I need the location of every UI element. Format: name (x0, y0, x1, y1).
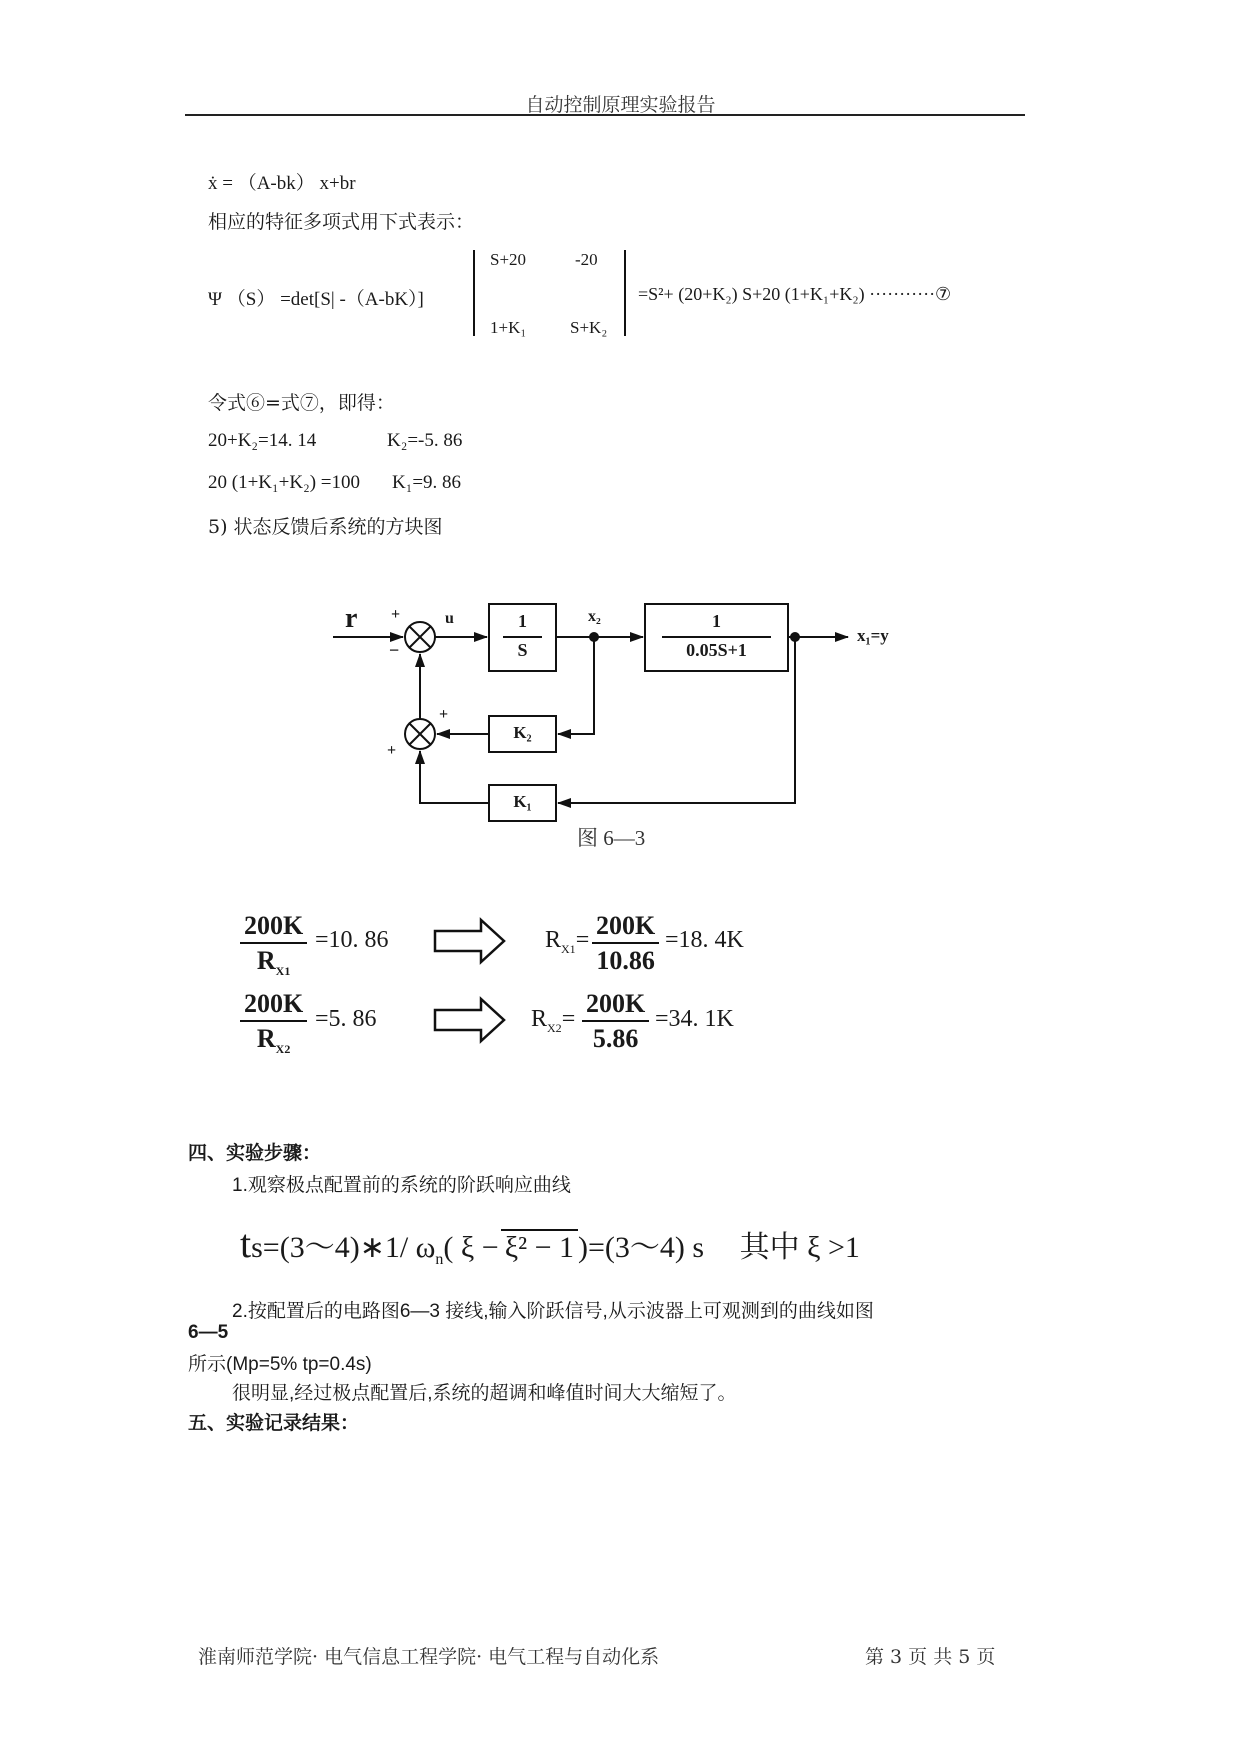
ts-part-g: 其中 ξ >1 (739, 1231, 860, 1264)
r2-left: R (531, 1006, 548, 1032)
page-header: 自动控制原理实验报告 (525, 94, 716, 116)
sum2-plus-bottom: + (387, 742, 397, 759)
ts-formula (240, 1220, 860, 1269)
ts-t: t (240, 1221, 252, 1266)
k2-feedback-line (558, 637, 594, 734)
fraction-2-value: =5. 86 (315, 1006, 377, 1032)
step2-line3 (188, 1349, 372, 1376)
fraction-2-num: 200K (244, 989, 304, 1018)
step2-line3-b: (Mp=5% tp=0.4s) (226, 1354, 372, 1375)
x2-label: x₂ (588, 608, 601, 625)
mat-r2c1: 1+K₁ (490, 318, 527, 337)
r2-expression (531, 1006, 575, 1036)
ts-sqrt: ξ² − 1 (501, 1229, 578, 1265)
fraction-r1-num: 200K (596, 911, 656, 940)
section5-heading: 五、实验记录结果： (188, 1412, 360, 1434)
step2-line3-a: 所示 (188, 1353, 227, 1375)
ts-part-b: s=(3～4)∗1/ ω (251, 1231, 436, 1264)
k2-label: K₂ (513, 723, 532, 742)
r2-sub: X2 (547, 1020, 562, 1035)
r2-eq: = (561, 1006, 576, 1032)
block1-den: S (517, 640, 528, 660)
fraction-1-value: =10. 86 (315, 927, 389, 953)
step2-line2: 6—5 (188, 1322, 229, 1343)
r1-eq: = (575, 927, 590, 953)
eq1-right: K₂=-5. 86 (387, 430, 463, 451)
psi-left: Ψ （S） =det[S| -（A-bK）] (208, 289, 424, 310)
footer-page-number: 第 3 页 共 5 页 (865, 1646, 996, 1668)
section4-heading: 四、实验步骤： (188, 1142, 322, 1164)
sum1-minus: − (389, 640, 400, 660)
mat-r2c2: S+K₂ (570, 318, 608, 337)
u-label: u (445, 610, 454, 627)
fraction-2-den-sub: X2 (275, 1042, 291, 1057)
fraction-r2 (582, 988, 649, 1056)
ts-part-d: ( ξ − (443, 1231, 499, 1264)
ts-part-f: )=(3～4) s (578, 1231, 705, 1264)
fraction-1-den: R (256, 946, 276, 975)
sum2-plus-right: + (439, 706, 449, 723)
k1-to-sum2-line (420, 751, 489, 803)
output-label: x₁=y (857, 626, 889, 645)
implies-arrow-1 (433, 917, 507, 965)
branch-point-x2 (589, 632, 599, 642)
eq2-right: K₁=9. 86 (392, 472, 462, 493)
ts-omega-sub: n (435, 1251, 444, 1268)
fraction-r1 (592, 910, 659, 978)
fraction-1-den-sub: X1 (275, 964, 291, 979)
fraction-r1-den: 10.86 (596, 946, 655, 975)
sum1-plus: + (391, 606, 401, 623)
implies-arrow-2 (433, 996, 507, 1044)
r1-expression (545, 927, 589, 957)
branch-point-y (790, 632, 800, 642)
step2-line1: 2.按配置后的电路图6—3 接线,输入阶跃信号,从示波器上可观测到的曲线如图 (232, 1301, 874, 1322)
char-poly-intro: 相应的特征多项式用下式表示： (208, 211, 475, 233)
r1-left: R (545, 927, 562, 953)
state-equation: ẋ = （A-bk） x+br (208, 173, 356, 194)
r2-value: =34. 1K (655, 1006, 734, 1032)
fraction-r2-num: 200K (586, 989, 646, 1018)
eq1-left: 20+K₂=14. 14 (208, 430, 317, 451)
mat-r1c2: -20 (575, 250, 598, 269)
fraction-r2-den: 5.86 (592, 1024, 639, 1053)
block2-den: 0.05S+1 (686, 640, 747, 660)
block2-num: 1 (712, 611, 721, 631)
step2-line4: 很明显,经过极点配置后,系统的超调和峰值时间大大缩短了。 (232, 1383, 737, 1404)
fraction-1-num: 200K (244, 911, 304, 940)
block-title: 5) 状态反馈后系统的方块图 (208, 516, 443, 538)
figure-caption: 图 6—3 (577, 826, 646, 850)
block1-num: 1 (518, 611, 527, 631)
input-label: r (345, 603, 358, 634)
fraction-2-den: R (256, 1024, 276, 1053)
fraction-2 (240, 988, 307, 1066)
eq2-left: 20 (1+K₁+K₂) =100 (208, 472, 360, 493)
k1-label: K₁ (513, 792, 532, 811)
r1-sub: X1 (561, 941, 576, 956)
mat-r1c1: S+20 (490, 250, 527, 269)
step1-text: 1.观察极点配置前的系统的阶跃响应曲线 (232, 1175, 571, 1196)
r1-value: =18. 4K (665, 927, 744, 953)
footer-left: 淮南师范学院· 电气信息工程学院· 电气工程与自动化系 (198, 1646, 660, 1668)
fraction-1 (240, 910, 307, 988)
psi-right: =S²+ (20+K₂) S+20 (1+K₁+K₂) ···········⑦ (638, 284, 952, 304)
equate-line: 令式⑥=式⑦，即得： (208, 392, 395, 414)
